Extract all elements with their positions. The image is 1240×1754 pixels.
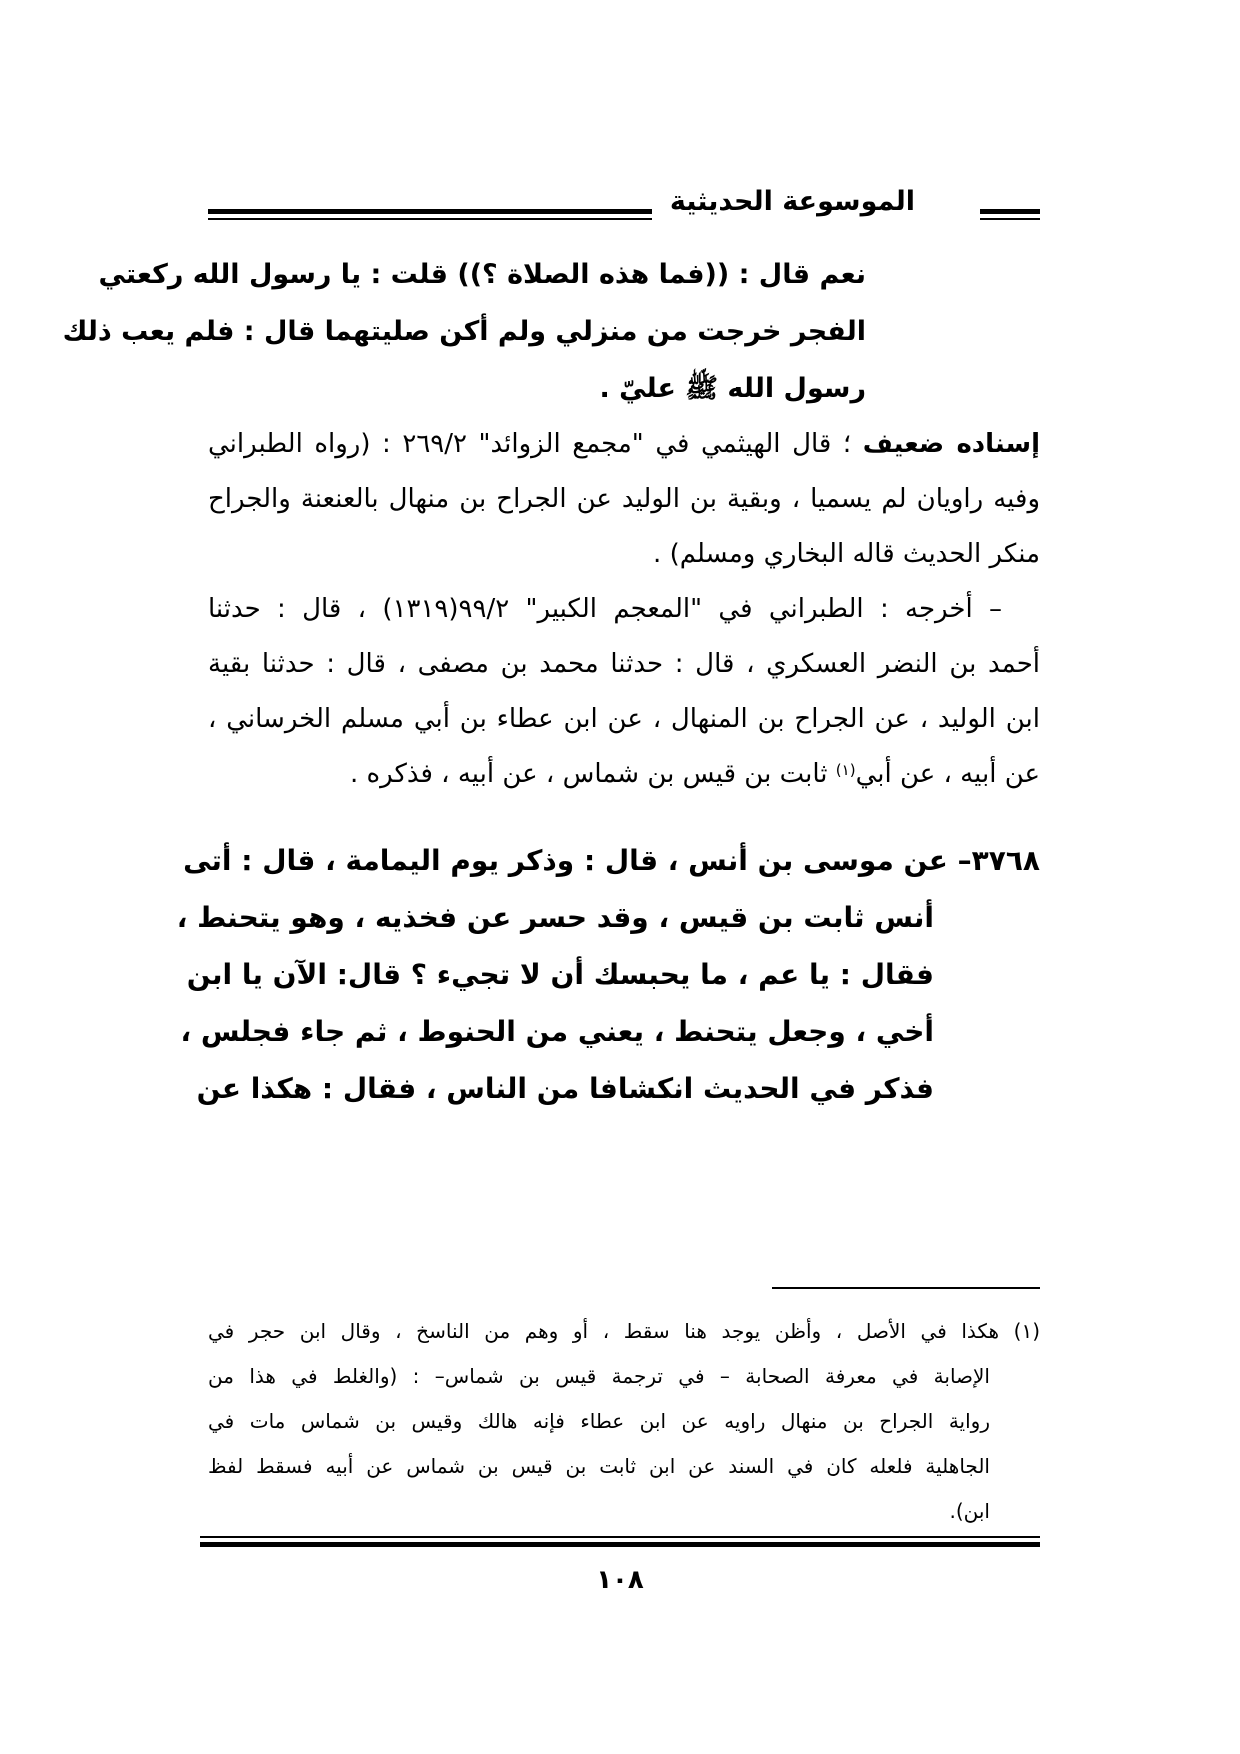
paragraph-line: منكر الحديث قاله البخاري ومسلم) . — [653, 539, 1040, 569]
paragraph-line: – أخرجه : الطبراني في "المعجم الكبير" ٩٩/٢(١٣١٩) ، قال : حدثنا — [208, 594, 1002, 624]
isnad-grading-paragraph — [208, 417, 1040, 582]
grading-label: إسناده ضعيف — [862, 429, 1040, 459]
paragraph-line: ابن الوليد ، عن الجراح بن المنهال ، عن ابن عطاء بن أبي مسلم الخرساني ، — [208, 704, 1040, 734]
hadith-line: أخي ، وجعل يتحنط ، يعني من الحنوط ، ثم جاء فجلس ، — [180, 1015, 934, 1048]
paragraph-line — [208, 747, 1040, 802]
footer-rule-thin — [200, 1536, 1040, 1538]
paragraph-line — [208, 417, 1040, 472]
running-header — [208, 186, 1040, 230]
footnote-line: رواية الجراح بن منهال راويه عن ابن عطاء فإنه هالك وقيس بن شماس مات في — [208, 1409, 990, 1433]
header-title: الموسوعة الحديثية — [652, 182, 933, 222]
footnote-line: ابن). — [949, 1499, 990, 1523]
paragraph-line: وفيه راويان لم يسميا ، وبقية بن الوليد عن الجراح بن منهال بالعنعنة والجراح — [208, 484, 1040, 514]
footnote-line: (١) هكذا في الأصل ، وأظن يوجد هنا سقط ، أو وهم من الناسخ ، وقال ابن حجر في — [208, 1319, 1040, 1343]
hadith-3768 — [176, 832, 1040, 1117]
header-rule-right-thin — [980, 218, 1040, 220]
hadith-line: فذكر في الحديث انكشافا من الناس ، فقال : هكذا عن — [196, 1072, 934, 1105]
quote-line: رسول الله ﷺ عليّ . — [599, 373, 866, 404]
footnote-line: الجاهلية فلعله كان في السند عن ابن ثابت بن قيس بن شماس عن أبيه فسقط لفظ — [208, 1454, 990, 1478]
quote-line: نعم قال : ((فما هذه الصلاة ؟)) قلت : يا رسول الله ركعتي — [98, 259, 866, 290]
quote-line: الفجر خرجت من منزلي ولم أكن صليتهما قال : فلم يعب ذلك — [62, 316, 866, 347]
hadith-line: ٣٧٦٨– عن موسى بن أنس ، قال : وذكر يوم اليمامة ، قال : أتى — [183, 844, 1040, 877]
line-text: ثابت بن قيس بن شماس ، عن أبيه ، فذكره . — [349, 759, 836, 789]
footnote-reference[interactable]: (١) — [835, 761, 856, 779]
grading-text: ؛ قال الهيثمي في "مجمع الزوائد" ٢٦٩/٢ : (رواه الطبراني — [208, 429, 863, 459]
quote-continuation — [62, 246, 866, 417]
line-text: عن أبيه ، عن أبي — [855, 759, 1040, 789]
header-rule-right-thick — [980, 209, 1040, 214]
page-number: ١٠٨ — [596, 1565, 644, 1595]
footnote-line: الإصابة في معرفة الصحابة – في ترجمة قيس بن شماس– : (والغلط في هذا من — [208, 1364, 990, 1388]
footnote-1 — [208, 1309, 1040, 1534]
paragraph-line: أحمد بن النضر العسكري ، قال : حدثنا محمد بن مصفى ، قال : حدثنا بقية — [208, 649, 1040, 679]
hadith-line: فقال : يا عم ، ما يحبسك أن لا تجيء ؟ قال: الآن يا ابن — [186, 958, 934, 991]
footnote-separator — [772, 1287, 1040, 1289]
footer-rule-thick — [200, 1542, 1040, 1547]
hadith-line: أنس ثابت بن قيس ، وقد حسر عن فخذيه ، وهو يتحنط ، — [176, 901, 934, 934]
takhrij-paragraph — [208, 582, 1040, 802]
